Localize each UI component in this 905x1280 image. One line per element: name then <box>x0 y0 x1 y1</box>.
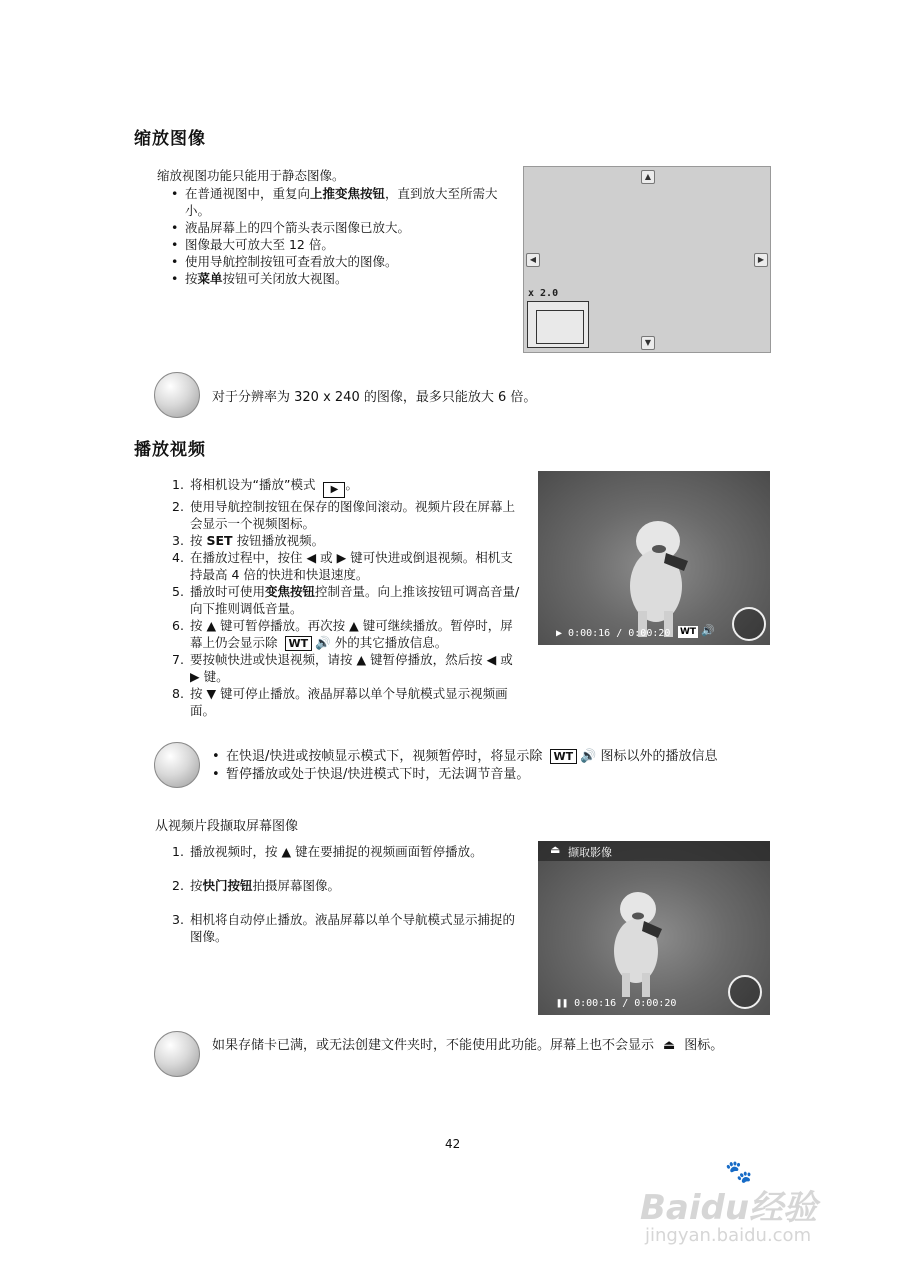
navigation-control-icon <box>728 975 762 1009</box>
list-item: 3. 按 SET 按钮播放视频。 <box>172 533 325 548</box>
triangle-up-icon: ▲ <box>356 652 367 667</box>
info-icon <box>154 1031 200 1077</box>
triangle-up-icon: ▲ <box>349 618 359 633</box>
arrow-left-icon: ◀ <box>526 253 540 267</box>
zoom-section-title: 缩放图像 <box>134 129 206 149</box>
wt-icon: WT <box>550 749 578 764</box>
arrow-right-icon: ▶ <box>754 253 768 267</box>
speaker-icon: 🔊 <box>580 749 597 764</box>
watermark-brand: Baidu经验 <box>640 1188 818 1228</box>
video-lcd-screen <box>538 471 770 645</box>
list-item: 7. 要按帧快进或快退视频，请按 ▲ 键暂停播放，然后按 ◀ 或 ▶ 键。 <box>172 652 513 684</box>
paw-icon: 🐾 <box>725 1160 753 1185</box>
triangle-right-icon: ▶ <box>336 550 347 565</box>
page-number: 42 <box>445 1137 461 1151</box>
watermark <box>640 1160 880 1250</box>
playback-time: ❚❚ 0:00:16 / 0:00:20 <box>556 998 677 1009</box>
list-item: • 按菜单按钮可关闭放大视图。 <box>157 270 517 287</box>
list-item: 5. 播放时可使用变焦按钮控制音量。向上推该按钮可调高音量/向下推则调低音量。 <box>172 584 520 616</box>
list-item: 3. 相机将自动停止播放。液晶屏幕以单个导航模式显示捕捉的图像。 <box>172 912 516 944</box>
capture-banner-label: 撷取影像 <box>568 846 612 859</box>
list-item: • 在普通视图中，重复向上推变焦按钮，直到放大至所需大小。 <box>157 185 517 219</box>
capture-steps <box>172 843 527 945</box>
wt-icon: WT <box>285 636 313 651</box>
list-item: • 液晶屏幕上的四个箭头表示图像已放大。 <box>157 219 517 236</box>
zoom-navigator-viewport <box>536 310 584 344</box>
capture-note: 如果存储卡已满，或无法创建文件夹时，不能使用此功能。屏幕上也不会显示 ⏏ 图标。 <box>212 1038 724 1053</box>
triangle-left-icon: ◀ <box>486 652 497 667</box>
capture-icon: ⏏ <box>550 843 561 856</box>
video-section-title: 播放视频 <box>134 440 206 460</box>
triangle-down-icon: ▼ <box>206 686 217 701</box>
zoom-bullets <box>157 185 517 287</box>
zoom-lcd-screen <box>523 166 771 353</box>
list-item: 2. 按快门按钮拍摄屏幕图像。 <box>172 878 341 893</box>
speaker-icon: 🔊 <box>315 635 331 650</box>
navigation-control-icon <box>732 607 766 641</box>
list-item: 1. 将相机设为“播放”模式 ▶ 。 <box>172 476 524 498</box>
zoom-navigator-frame <box>527 301 589 348</box>
zoom-note: 对于分辨率为 320 x 240 的图像，最多只能放大 6 倍。 <box>212 390 537 405</box>
pause-icon: ❚❚ <box>556 998 575 1009</box>
watermark-url: jingyan.baidu.com <box>645 1225 812 1246</box>
triangle-right-icon: ▶ <box>190 669 200 684</box>
list-item: • 图像最大可放大至 12 倍。 <box>157 236 517 253</box>
info-icon <box>154 742 200 788</box>
video-notes <box>198 748 778 784</box>
zoom-intro-text: 缩放视图功能只能用于静态图像。 <box>157 168 345 183</box>
list-item: 8. 按 ▼ 键可停止播放。液晶屏幕以单个导航模式显示视频画面。 <box>172 686 508 718</box>
play-icon: ▶ <box>556 628 569 639</box>
zoom-level-label: x 2.0 <box>528 288 559 299</box>
list-item: 4. 在播放过程中，按住 ◀ 或 ▶ 键可快进或倒退视频。相机支持最高 4 倍的快进和快退速度。 <box>172 550 513 582</box>
capture-lcd-screen <box>538 841 770 1015</box>
capture-banner <box>538 841 770 861</box>
list-item: • 使用导航控制按钮可查看放大的图像。 <box>157 253 517 270</box>
speaker-icon: 🔊 <box>701 624 715 637</box>
capture-icon: ⏏ <box>663 1038 676 1053</box>
info-icon <box>154 372 200 418</box>
capture-section-title: 从视频片段撷取屏幕图像 <box>155 819 299 834</box>
list-item: • 在快退/快进或按帧显示模式下，视频暂停时，将显示除 WT 🔊 图标以外的播放信息 <box>198 748 778 766</box>
list-item: • 暂停播放或处于快退/快进模式下时，无法调节音量。 <box>198 766 778 784</box>
wt-icon: WT <box>680 627 697 637</box>
list-item: 6. 按 ▲ 键可暂停播放。再次按 ▲ 键可继续播放。暂停时，屏幕上仍会显示除 WT 🔊 外的其它播放信息。 <box>172 618 513 650</box>
arrow-down-icon: ▼ <box>641 336 655 350</box>
playback-mode-icon: ▶ <box>323 482 345 498</box>
list-item: 1. 播放视频时，按 ▲ 键在要捕捉的视频画面暂停播放。 <box>172 844 483 859</box>
triangle-left-icon: ◀ <box>306 550 317 565</box>
zoom-intro <box>157 167 517 287</box>
arrow-up-icon: ▲ <box>641 170 655 184</box>
video-steps <box>172 476 524 719</box>
playback-time: ▶ 0:00:16 / 0:00:20 <box>556 628 671 639</box>
triangle-up-icon: ▲ <box>281 844 292 859</box>
list-item: 2. 使用导航控制按钮在保存的图像间滚动。视频片段在屏幕上会显示一个视频图标。 <box>172 499 516 531</box>
triangle-up-icon: ▲ <box>206 618 217 633</box>
